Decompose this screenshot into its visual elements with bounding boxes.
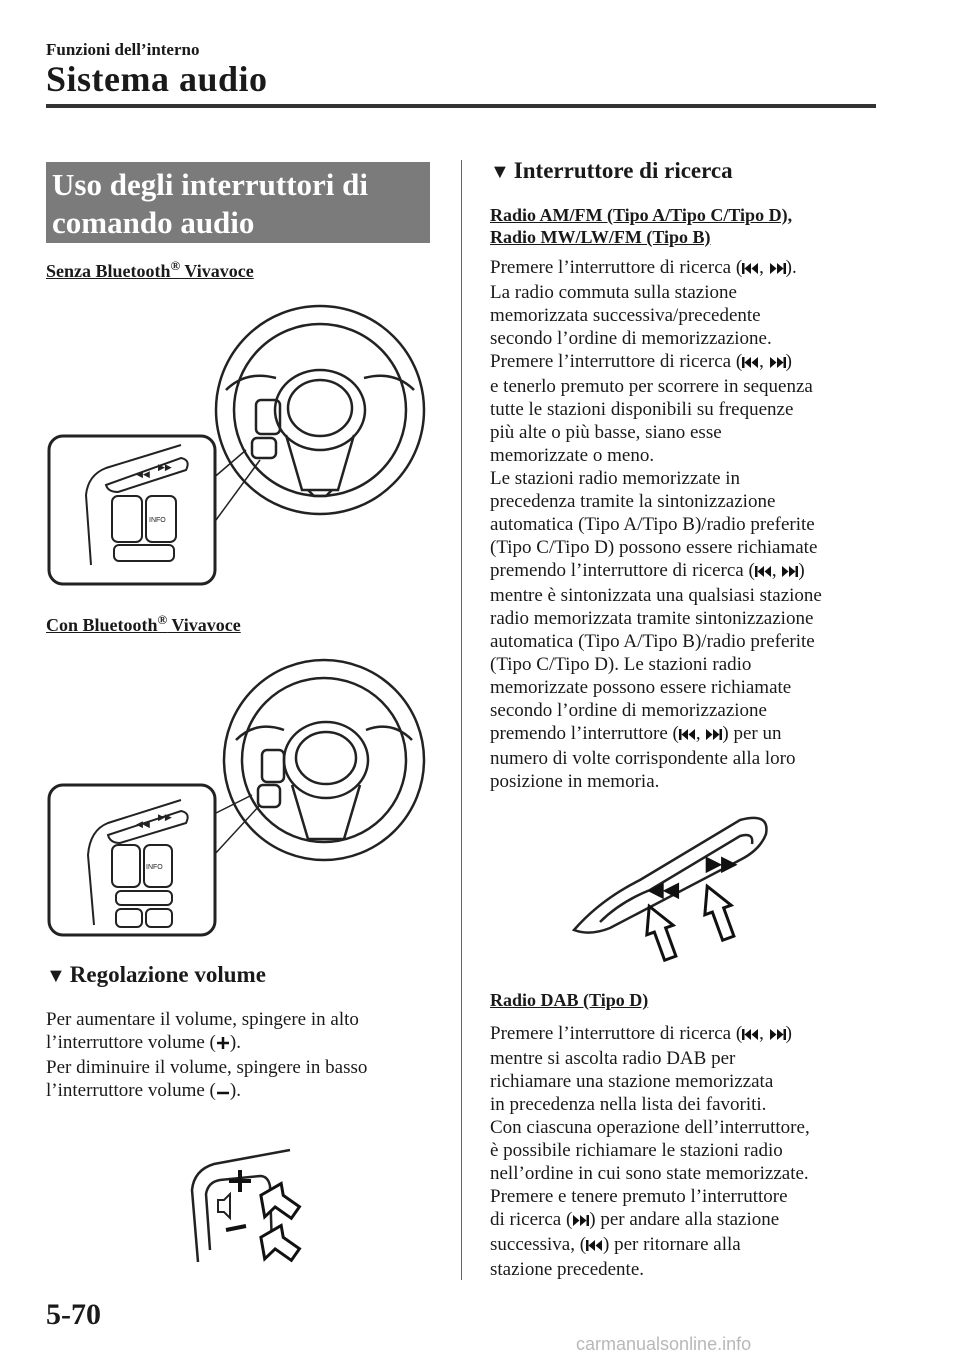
seek-next-icon: ▶▶ — [706, 853, 737, 875]
text-line: successiva, ( ) per ritornare alla — [490, 1233, 882, 1258]
registered-mark: ® — [157, 612, 168, 627]
section-title-line-2: comando audio — [52, 205, 255, 240]
text-line: stazione precedente. — [490, 1259, 645, 1280]
seek-prev-icon — [742, 258, 759, 281]
volume-switch-illustration — [180, 1130, 310, 1270]
registered-mark: ® — [170, 258, 181, 273]
seek-next-icon — [769, 352, 786, 375]
svg-text:INFO: INFO — [146, 864, 163, 871]
seek-prev-icon — [755, 561, 772, 584]
text-line: in precedenza nella lista dei favoriti. — [490, 1094, 767, 1115]
text-line: Premere l’interruttore di ricerca ( , ) — [490, 1022, 882, 1047]
text-line: è possibile richiamare le stazioni radio — [490, 1140, 783, 1161]
seek-paragraph-1 — [490, 256, 882, 793]
text-line: radio memorizzata tramite sintonizzazione — [490, 608, 814, 629]
minus-icon — [216, 1081, 230, 1104]
steering-wheel-illustration-with-bt — [46, 655, 446, 945]
text-line: premendo l’interruttore di ricerca ( , ) — [490, 559, 882, 584]
text-line: posizione in memoria. — [490, 771, 660, 792]
steering-wheel-illustration-no-bt — [46, 300, 446, 600]
seek-next-icon — [705, 724, 722, 747]
text-line: Premere l’interruttore di ricerca ( , ). — [490, 256, 882, 281]
text-line: Premere e tenere premuto l’interruttore — [490, 1186, 788, 1207]
arrow-next-icon — [696, 881, 741, 943]
seek-prev-icon — [586, 1235, 603, 1258]
seek-next-icon — [769, 1024, 786, 1047]
text-line: automatica (Tipo A/Tipo B)/radio preferite — [490, 514, 815, 535]
column-divider — [461, 160, 462, 1280]
text-line: Premere l’interruttore di ricerca ( , ) — [490, 350, 882, 375]
page-title: Sistema audio — [46, 59, 268, 99]
minus-icon — [226, 1226, 246, 1230]
text-line: richiamare una stazione memorizzata — [490, 1071, 774, 1092]
seek-next-icon — [781, 561, 798, 584]
text-line: (Tipo C/Tipo D) possono essere richiamate — [490, 537, 818, 558]
plus-icon — [216, 1033, 230, 1056]
seek-next-icon: ▶▶ — [158, 462, 172, 472]
volume-heading: ▼ Regolazione volume — [46, 962, 266, 987]
text-line: mentre si ascolta radio DAB per — [490, 1048, 736, 1069]
seek-prev-icon: ◀◀ — [136, 469, 150, 479]
text-line: memorizzate possono essere richiamate — [490, 677, 792, 698]
seek-switch-illustration — [570, 810, 780, 970]
text-line: mentre è sintonizzata una qualsiasi stazione — [490, 585, 822, 606]
watermark: carmanualsonline.info — [576, 1334, 752, 1354]
text-line: numero di volte corrispondente alla loro — [490, 748, 796, 769]
text-line: automatica (Tipo A/Tipo B)/radio preferite — [490, 631, 815, 652]
text-line: di ricerca ( ) per andare alla stazione — [490, 1208, 882, 1233]
subhead-without-bluetooth: Senza Bluetooth® Vivavoce — [46, 258, 254, 281]
svg-text:◀◀: ◀◀ — [136, 819, 150, 829]
seek-heading: ▼ Interruttore di ricerca — [490, 158, 733, 183]
text-line: e tenerlo premuto per scorrere in sequenza — [490, 376, 813, 397]
triangle-bullet-icon: ▼ — [46, 965, 66, 987]
seek-prev-icon: ◀◀ — [648, 879, 679, 901]
text-line: secondo l’ordine di memorizzazione. — [490, 328, 772, 349]
arrow-up-icon — [259, 1181, 301, 1223]
speaker-icon — [218, 1194, 230, 1218]
info-label: INFO — [149, 517, 166, 524]
plus-icon — [229, 1170, 251, 1192]
text-line: Le stazioni radio memorizzate in — [490, 468, 741, 489]
subhead-with-bluetooth: Con Bluetooth® Vivavoce — [46, 612, 241, 635]
seek-prev-icon — [742, 1024, 759, 1047]
triangle-bullet-icon: ▼ — [490, 161, 510, 183]
volume-instructions: Per aumentare il volume, spingere in alto l’interruttore volume ( ). Per diminuire il volume, spingere in basso l’interruttore volume ( ). — [46, 1008, 446, 1104]
text-line: premendo l’interruttore ( , ) per un — [490, 722, 882, 747]
text-line: Con ciascuna operazione dell’interruttore, — [490, 1117, 810, 1138]
text-line: più alte o più basse, siano esse — [490, 422, 722, 443]
title-rule — [46, 104, 876, 108]
seek-prev-icon — [679, 724, 696, 747]
seek-paragraph-2 — [490, 1022, 882, 1281]
text-line: memorizzata successiva/precedente — [490, 305, 761, 326]
seek-prev-icon — [742, 352, 759, 375]
text-line: memorizzate o meno. — [490, 445, 655, 466]
section-label: Funzioni dell’interno — [46, 40, 200, 59]
text-line: secondo l’ordine di memorizzazione — [490, 700, 767, 721]
subhead-am-fm: Radio AM/FM (Tipo A/Tipo C/Tipo D), Radio MW/LW/FM (Tipo B) — [490, 205, 793, 247]
seek-next-icon — [572, 1210, 589, 1233]
text-line: tutte le stazioni disponibili su frequenze — [490, 399, 794, 420]
seek-next-icon — [769, 258, 786, 281]
text-line: La radio commuta sulla stazione — [490, 282, 737, 303]
subhead-dab: Radio DAB (Tipo D) — [490, 990, 649, 1010]
page-number: 5-70 — [46, 1298, 101, 1331]
section-title-line-1: Uso degli interruttori di — [52, 167, 368, 202]
text-line: nell’ordine in cui sono state memorizzate. — [490, 1163, 809, 1184]
section-title-box — [46, 162, 430, 243]
text-line: precedenza tramite la sintonizzazione — [490, 491, 776, 512]
text-line: (Tipo C/Tipo D). Le stazioni radio — [490, 654, 752, 675]
svg-text:▶▶: ▶▶ — [158, 812, 172, 822]
arrow-down-icon — [259, 1223, 301, 1265]
